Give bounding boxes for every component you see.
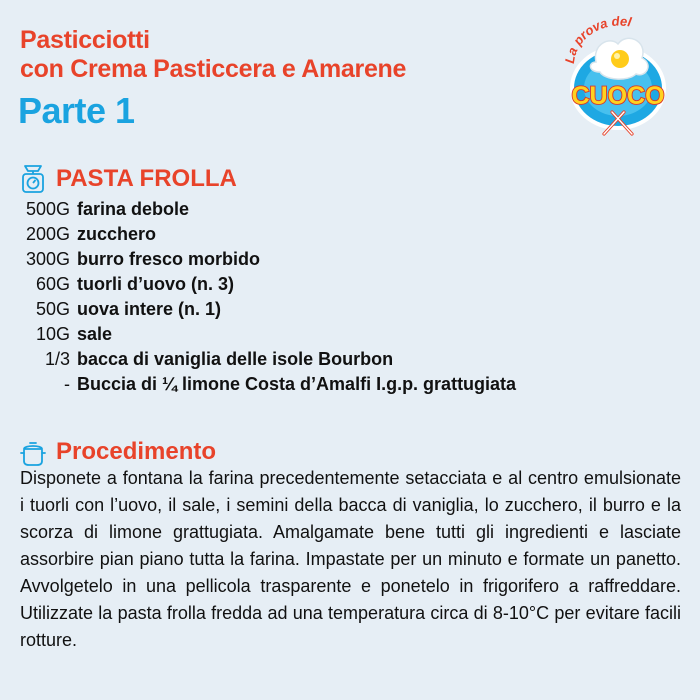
recipe-title xyxy=(20,26,406,84)
logo-main-text: CUOCO xyxy=(571,82,665,110)
ingredients-heading xyxy=(20,164,237,194)
recipe-title-line2: con Crema Pasticcera e Amarene xyxy=(20,55,407,83)
list-item xyxy=(0,297,680,322)
list-item xyxy=(0,197,680,222)
part-label: Parte 1 xyxy=(18,90,135,131)
list-item xyxy=(0,322,680,347)
ingredient-name: farina debole xyxy=(77,199,190,219)
recipe-title-line1: Pasticciotti xyxy=(20,26,150,54)
ingredients-heading-label: PASTA FROLLA xyxy=(56,165,237,192)
procedure-text: Disponete a fontana la farina precedentemente setacciata e al centro emulsionate i tuorli con l’uovo, il sale, i semini della bacca di vaniglia, lo zucchero, il burro e la scorza di limone grattugiata. Amalgamate bene tutti gli ingredienti e lasciate assorbire pian piano tutta la farina. Impastate per un minuto e formate un panetto. Avvolgetelo in una pellicola trasparente e ponetelo in frigorifero a raffreddare. Utilizzate la pasta frolla fredda ad una temperatura circa di 8-10°C per evitare facili rotture. xyxy=(20,468,681,650)
fried-egg-cutlery-logo xyxy=(552,14,684,138)
ingredient-name: burro fresco morbido xyxy=(77,249,261,269)
procedure-heading xyxy=(20,437,216,467)
cooking-pot-icon xyxy=(20,437,46,467)
list-item xyxy=(0,247,680,272)
ingredient-name: tuorli d’uovo (n. 3) xyxy=(77,274,234,294)
list-item xyxy=(0,347,680,372)
list-item xyxy=(0,222,680,247)
kitchen-scale-icon xyxy=(20,164,46,194)
ingredient-qty: 1/3 xyxy=(44,349,70,369)
ingredient-name: uova intere (n. 1) xyxy=(77,299,222,319)
ingredient-qty: 200G xyxy=(25,224,70,244)
ingredient-qty: 10G xyxy=(35,324,70,344)
ingredient-qty: - xyxy=(64,374,70,394)
ingredient-name: Buccia di ¼ limone Costa d’Amalfi I.g.p. grattugiata xyxy=(77,374,517,394)
list-item xyxy=(0,272,680,297)
ingredient-qty: 60G xyxy=(35,274,70,294)
ingredient-qty: 500G xyxy=(25,199,70,219)
ingredient-name: sale xyxy=(77,324,113,344)
ingredients-list xyxy=(0,197,680,397)
ingredient-name: zucchero xyxy=(77,224,157,244)
logo-top-text: La prova del xyxy=(561,14,633,65)
list-item xyxy=(0,372,680,397)
ingredient-name: bacca di vaniglia delle isole Bourbon xyxy=(77,349,394,369)
ingredient-qty: 300G xyxy=(25,249,70,269)
ingredient-qty: 50G xyxy=(35,299,70,319)
procedure-heading-label: Procedimento xyxy=(56,438,217,465)
